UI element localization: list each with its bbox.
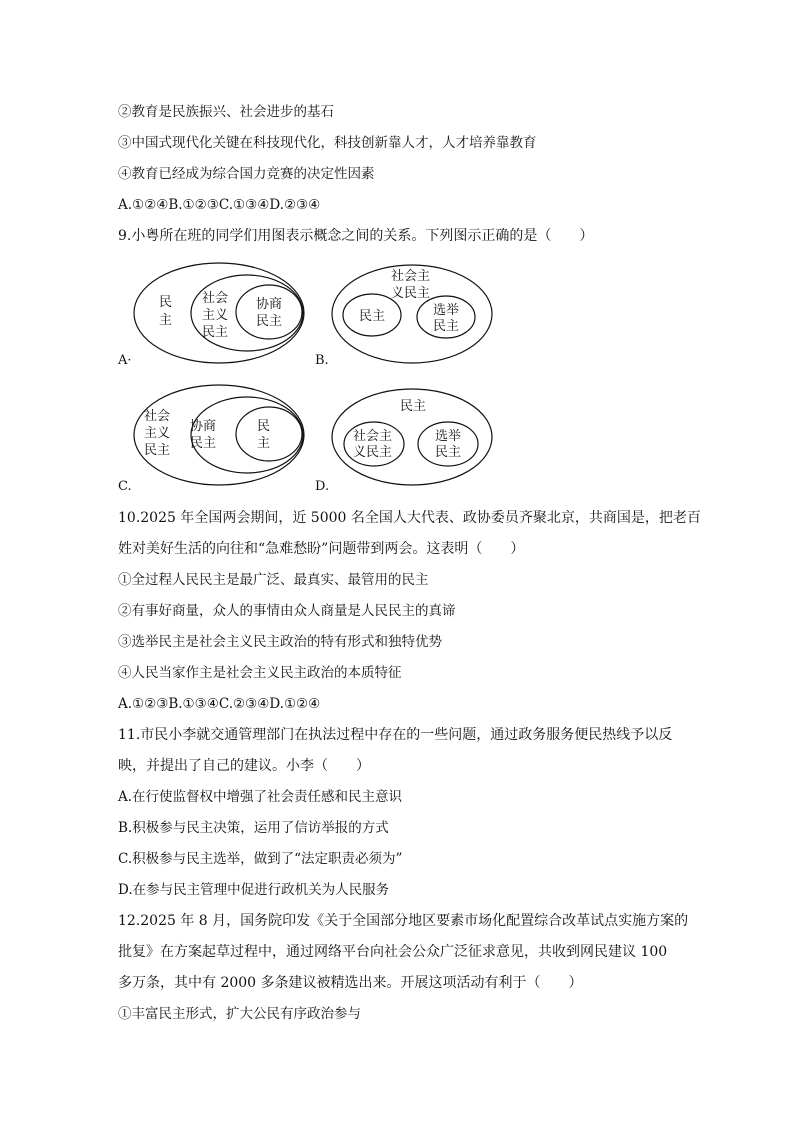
figure-c-middle-text-2: 民主 bbox=[190, 436, 217, 451]
figure-c-outer-text-3: 民主 bbox=[144, 443, 171, 458]
figure-d-outer-text: 民主 bbox=[400, 399, 427, 414]
q10-stem-line-2: 姓对美好生活的向往和“急难愁盼”问题带到两会。这表明（ ） bbox=[118, 541, 525, 557]
figure-a-outer-text-2: 主 bbox=[159, 313, 173, 328]
figure-d-left-text-2: 义民主 bbox=[353, 445, 393, 460]
figure-c-middle-text-1: 协商 bbox=[190, 419, 217, 434]
figure-b-right-text-1: 选举 bbox=[433, 303, 460, 318]
figure-c-venn bbox=[132, 382, 312, 490]
figure-c-inner-text-1: 民 bbox=[257, 419, 271, 434]
figure-a-middle-text-3: 民主 bbox=[202, 325, 229, 340]
figure-b-right-text-2: 民主 bbox=[433, 319, 460, 334]
figure-d-venn bbox=[328, 386, 498, 490]
q8-options: A.①②④B.①②③C.①③④D.②③④ bbox=[118, 197, 321, 213]
figure-d-left-text-1: 社会主 bbox=[353, 429, 393, 444]
figure-c-label: C. bbox=[118, 479, 132, 494]
q10-item-2: ②有事好商量，众人的事情由众人商量是人民民主的真谛 bbox=[118, 603, 456, 619]
q10-item-1: ①全过程人民民主是最广泛、最真实、最管用的民主 bbox=[118, 572, 429, 588]
q11-option-c: C.积极参与民主选举，做到了“法定职责必须为” bbox=[118, 851, 403, 867]
figure-d-right-text-2: 民主 bbox=[435, 445, 462, 460]
q11-option-d: D.在参与民主管理中促进行政机关为人民服务 bbox=[118, 882, 390, 898]
q12-item-1: ①丰富民主形式，扩大公民有序政治参与 bbox=[118, 1006, 361, 1022]
q11-option-a: A.在行使监督权中增强了社会责任感和民主意识 bbox=[118, 789, 403, 805]
q11-stem-line-1: 11.市民小李就交通管理部门在执法过程中存在的一些问题，通过政务服务便民热线予以反 bbox=[118, 727, 673, 743]
q10-item-4: ④人民当家作主是社会主义民主政治的本质特征 bbox=[118, 665, 402, 681]
figure-c-outer-text-1: 社会 bbox=[144, 409, 171, 424]
figure-c-inner-circle bbox=[236, 407, 302, 461]
q12-stem-line-1: 12.2025 年 8 月，国务院印发《关于全国部分地区要素市场化配置综合改革试点实施方案的 bbox=[118, 913, 689, 929]
figure-a-venn bbox=[132, 260, 312, 370]
q12-stem-line-3: 多万条，其中有 2000 多条建议被精选出来。开展这项活动有利于（ ） bbox=[118, 975, 583, 991]
figure-b-outer-text-1: 社会主 bbox=[391, 269, 431, 284]
figure-c-middle-circle bbox=[191, 397, 303, 473]
figure-a-outer-text-1: 民 bbox=[159, 295, 173, 310]
figure-c-inner-text-2: 主 bbox=[257, 436, 271, 451]
figure-a-inner-text-1: 协商 bbox=[256, 297, 283, 312]
q11-option-b: B.积极参与民主决策，运用了信访举报的方式 bbox=[118, 820, 389, 836]
q10-stem-line-1: 10.2025 年全国两会期间，近 5000 名全国人大代表、政协委员齐聚北京，共商国是，把老百 bbox=[118, 510, 701, 526]
figure-b-left-text: 民主 bbox=[359, 309, 386, 324]
figure-d-label: D. bbox=[315, 479, 330, 494]
q11-stem-line-2: 映，并提出了自己的建议。小李（ ） bbox=[118, 758, 370, 774]
figure-b-label: B. bbox=[315, 353, 329, 368]
figure-c-outer-text-2: 主义 bbox=[144, 426, 171, 441]
figure-a-inner-circle bbox=[236, 285, 302, 339]
q10-item-3: ③选举民主是社会主义民主政治的特有形式和独特优势 bbox=[118, 634, 442, 650]
q8-item-4: ④教育已经成为综合国力竞赛的决定性因素 bbox=[118, 166, 375, 182]
q8-item-2: ②教育是民族振兴、社会进步的基石 bbox=[118, 104, 334, 120]
q10-options: A.①②③B.①③④C.②③④D.①②④ bbox=[118, 696, 321, 712]
figure-d-right-text-1: 选举 bbox=[435, 429, 462, 444]
figure-b-venn bbox=[328, 262, 498, 370]
figure-b-outer-text-2: 义民主 bbox=[391, 286, 431, 301]
figure-a-label: A· bbox=[118, 353, 132, 368]
figure-a-inner-text-2: 民主 bbox=[256, 314, 283, 329]
q9-stem: 9.小粤所在班的同学们用图表示概念之间的关系。下列图示正确的是（ ） bbox=[118, 228, 594, 244]
figure-a-middle-text-2: 主义 bbox=[202, 308, 229, 323]
figure-a-middle-text-1: 社会 bbox=[202, 291, 229, 306]
q12-stem-line-2: 批复》在方案起草过程中，通过网络平台向社会公众广泛征求意见，共收到网民建议 100 bbox=[118, 944, 668, 960]
q8-item-3: ③中国式现代化关键在科技现代化，科技创新靠人才，人才培养靠教育 bbox=[118, 135, 537, 151]
